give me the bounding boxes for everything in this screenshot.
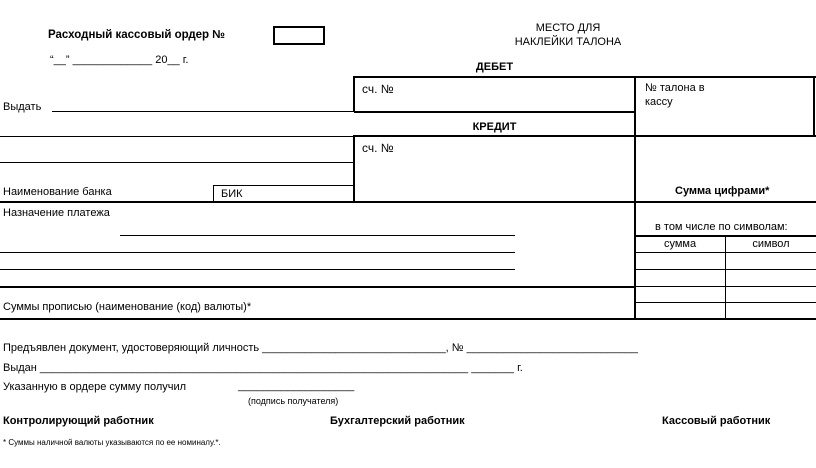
recipient-line[interactable] [0, 162, 354, 163]
ticket-number-label: № талона в кассу [645, 82, 705, 108]
debit-account-label: сч. № [362, 82, 394, 96]
debit-bottom-border [354, 111, 635, 113]
amount-received-label: Указанную в ордере сумму получил [3, 381, 187, 393]
symbols-col-sum: сумма [663, 238, 697, 250]
date-line: “__” _____________ 20__ г. [50, 54, 189, 66]
signature-line[interactable]: ___________________ [238, 380, 355, 392]
debit-left-border [353, 76, 355, 112]
order-number-field[interactable] [273, 26, 325, 45]
issue-label: Выдать [3, 101, 42, 113]
credit-header: КРЕДИТ [472, 121, 517, 133]
section-divider-2 [0, 286, 636, 288]
right-column-border [634, 76, 636, 319]
signature-caption: (подпись получателя) [248, 396, 339, 406]
symbols-caption: в том числе по символам: [655, 221, 788, 233]
symbols-row-line [634, 286, 816, 287]
sum-digits-label: Сумма цифрами* [675, 185, 770, 197]
credit-top-border [354, 135, 816, 137]
section-divider [0, 201, 816, 203]
purpose-line-3[interactable] [0, 269, 515, 270]
symbols-col-divider [725, 236, 726, 319]
issue-line[interactable] [52, 111, 354, 112]
section-divider-3 [0, 318, 816, 320]
controller-label: Контролирующий работник [3, 415, 154, 427]
purpose-line-2[interactable] [0, 252, 515, 253]
issued-by-line[interactable]: Выдан ______________________________________________________________________ _______ г. [3, 362, 523, 374]
purpose-line-1[interactable] [120, 235, 515, 236]
bik-label: БИК [221, 188, 243, 200]
identity-document-line[interactable]: Предъявлен документ, удостоверяющий личность ______________________________, № ____________________________ [3, 342, 638, 354]
bank-name-label: Наименование банка [3, 186, 112, 198]
ticket-right-border [813, 76, 815, 136]
footnote: * Суммы наличной валюты указываются по ее номиналу.*. [3, 438, 221, 447]
debit-header: ДЕБЕТ [475, 61, 514, 73]
amount-words-label: Суммы прописью (наименование (код) валюты)* [3, 301, 252, 313]
accountant-label: Бухгалтерский работник [330, 415, 465, 427]
payment-purpose-label: Назначение платежа [3, 207, 110, 219]
symbols-row-line [634, 302, 816, 303]
sticker-place-label: МЕСТО ДЛЯ НАКЛЕЙКИ ТАЛОНА [514, 22, 622, 48]
credit-left-border [353, 135, 355, 202]
debit-top-border [354, 76, 816, 78]
symbols-row-line [634, 269, 816, 270]
symbols-row-line [634, 252, 816, 253]
cashier-label: Кассовый работник [662, 415, 771, 427]
symbols-col-symbol: символ [752, 238, 790, 250]
credit-account-label: сч. № [362, 141, 394, 155]
divider-line [0, 136, 354, 137]
form-title: Расходный кассовый ордер № [48, 29, 226, 41]
